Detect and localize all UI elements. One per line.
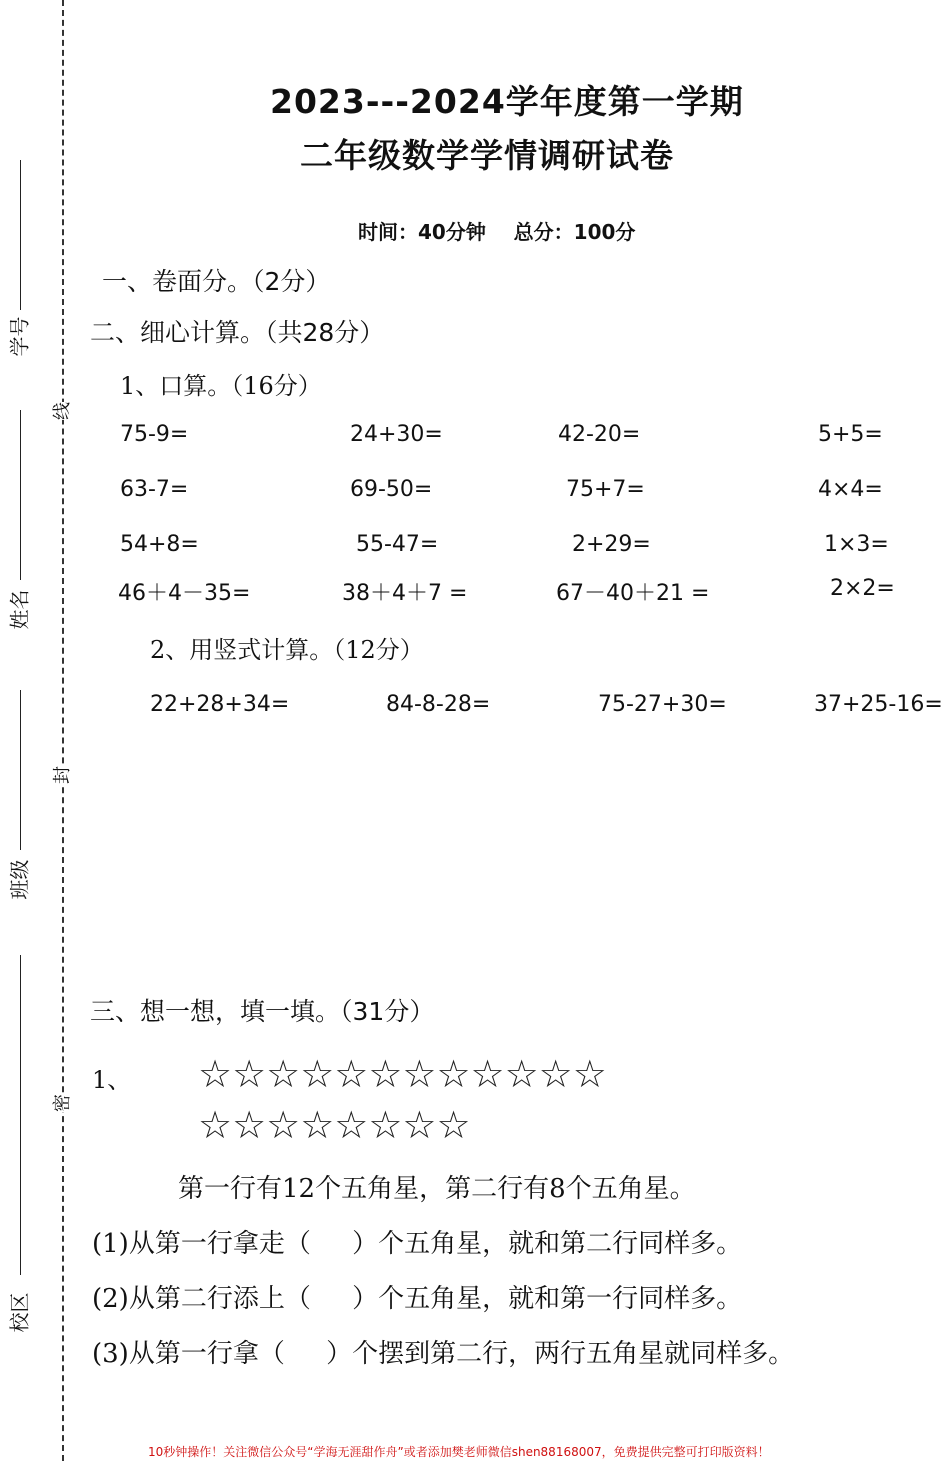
student-number-label: 学号: [7, 316, 32, 357]
s3-q1-part-2: (2)从第二行添上（ ）个五角星，就和第一行同样多。: [92, 1284, 743, 1314]
mental-calc-item: 63-7=: [120, 477, 189, 502]
mental-calc-item: 5+5=: [818, 422, 883, 447]
s3-q1-part-3: (3)从第一行拿（ ）个摆到第二行，两行五角星就同样多。: [92, 1339, 795, 1369]
name-label: 姓名: [7, 589, 32, 630]
page-subtitle: 二年级数学学情调研试卷: [300, 136, 674, 175]
mental-calc-item: 1×3=: [824, 532, 889, 557]
mental-calc-item: 69-50=: [350, 477, 433, 502]
mental-calc-item: 54+8=: [120, 532, 199, 557]
q1-heading: 1、口算。（16分）: [120, 372, 322, 400]
stars-row-1: ☆☆☆☆☆☆☆☆☆☆☆☆: [198, 1052, 607, 1096]
s3-q1-statement: 第一行有12个五角星，第二行有8个五角星。: [178, 1174, 696, 1204]
vertical-calc-item: 37+25-16=: [814, 692, 943, 717]
vertical-calc-item: 84-8-28=: [386, 692, 491, 717]
mental-calc-item: 46＋4－35=: [118, 581, 251, 606]
class-blank: [20, 690, 21, 850]
mental-calc-item: 75-9=: [120, 422, 189, 447]
vertical-calc-item: 75-27+30=: [598, 692, 727, 717]
mental-calc-item: 67－40＋21 =: [556, 581, 710, 606]
mental-calc-item: 4×4=: [818, 477, 883, 502]
binding-dashed-line: [62, 0, 64, 1461]
mental-calc-item: 55-47=: [356, 532, 439, 557]
q2-heading: 2、用竖式计算。（12分）: [150, 636, 424, 664]
class-label: 班级: [7, 859, 32, 900]
campus-blank: [20, 955, 21, 1275]
section-3-heading: 三、想一想，填一填。（31分）: [90, 997, 435, 1026]
mental-calc-item: 2×2=: [830, 576, 895, 601]
mental-calc-item: 38＋4＋7 =: [342, 581, 468, 606]
mental-calc-item: 75+7=: [566, 477, 645, 502]
mental-calc-item: 2+29=: [572, 532, 651, 557]
campus-label: 校区: [7, 1292, 32, 1333]
mental-calc-item: 42-20=: [558, 422, 641, 447]
page-title: 2023---2024学年度第一学期: [270, 82, 744, 121]
s3-q1-number: 1、: [92, 1066, 132, 1094]
section-1-heading: 一、卷面分。（2分）: [102, 267, 331, 296]
name-blank: [20, 410, 21, 580]
seal-char-seal: 封: [48, 766, 74, 784]
seal-char-secret: 密: [48, 1094, 74, 1112]
section-2-heading: 二、细心计算。（共28分）: [90, 318, 385, 347]
stars-row-2: ☆☆☆☆☆☆☆☆: [198, 1103, 471, 1147]
exam-info: 时间：40分钟 总分：100分: [358, 220, 636, 244]
student-number-blank: [20, 160, 21, 310]
mental-calc-item: 24+30=: [350, 422, 443, 447]
s3-q1-part-1: (1)从第一行拿走（ ）个五角星，就和第二行同样多。: [92, 1229, 743, 1259]
seal-char-line: 线: [48, 402, 74, 420]
vertical-calc-item: 22+28+34=: [150, 692, 290, 717]
footer-notice: 10秒钟操作！关注微信公众号“学海无涯甜作舟”或者添加樊老师微信shen88168007，免费提供完整可打印版资料！: [148, 1445, 770, 1459]
